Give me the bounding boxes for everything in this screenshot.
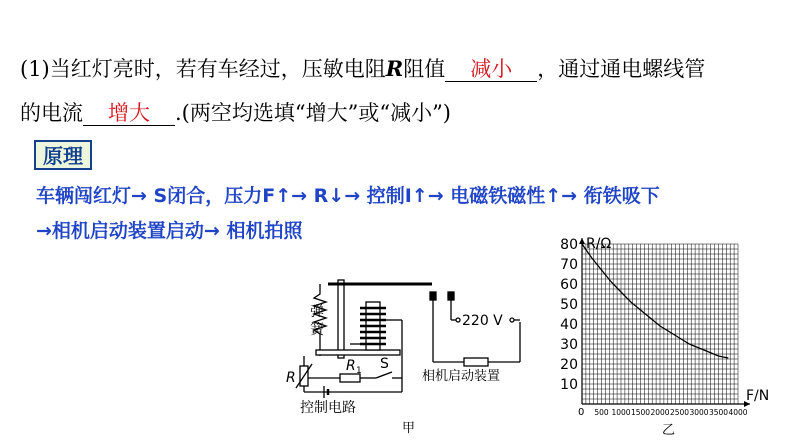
x-tick-label: 2500 xyxy=(669,408,690,417)
question-text: 的电流 xyxy=(20,101,83,125)
principle-tag: 原理 xyxy=(34,140,92,170)
circuit-diagram xyxy=(280,270,550,440)
x-tick-label: 1000 xyxy=(611,408,631,417)
y-tick-label: 20 xyxy=(560,357,578,373)
question-line-2 xyxy=(20,100,451,126)
chart-series-line xyxy=(582,244,728,358)
question-line-1 xyxy=(20,56,705,82)
question-text: ，通过通电螺线管 xyxy=(537,57,706,81)
camera-device-label: 相机启动装置 xyxy=(422,369,501,384)
voltage-label: 220 V xyxy=(462,313,503,329)
y-tick-label: 10 xyxy=(560,377,578,393)
chart-grid xyxy=(582,244,738,404)
x-tick-label: 1500 xyxy=(630,408,651,417)
question-text: .(两空均选填“增大”或“减小”) xyxy=(175,101,452,125)
y-tick-label: 50 xyxy=(560,297,578,313)
principle-line-1: 车辆闯红灯→ S闭合，压力F↑→ R↓→ 控制I↑→ 电磁铁磁性↑→ 衔铁吸下 xyxy=(36,185,660,207)
y-axis-arrow xyxy=(579,238,585,244)
x-tick-label: 3500 xyxy=(708,408,729,417)
x-tick-label: 3000 xyxy=(689,408,709,417)
principle-line-2: →相机启动装置启动→ 相机拍照 xyxy=(36,220,303,242)
question-text: (1)当红灯亮时，若有车经过，压敏电阻 xyxy=(20,57,386,81)
x-tick-label: 2000 xyxy=(650,408,670,417)
x-tick-label: 4000 xyxy=(728,408,748,417)
diagram-caption: 甲 xyxy=(402,421,416,436)
question-text: 阻值 xyxy=(403,57,446,81)
y-tick-label: 30 xyxy=(560,337,578,353)
chart-y-axis-label: R/Ω xyxy=(586,236,612,252)
resistor-R1-subscript: 1 xyxy=(356,366,362,376)
answer-blank-1: 减小 xyxy=(445,57,537,82)
control-circuit-label: 控制电路 xyxy=(300,400,356,416)
resistor-R1-label: R xyxy=(346,358,356,374)
x-tick-label: 500 xyxy=(594,408,609,417)
chart-origin-label: 0 xyxy=(578,407,585,418)
y-tick-label: 70 xyxy=(560,257,578,273)
resistance-force-chart xyxy=(550,232,790,444)
chart-axes xyxy=(579,238,750,407)
resistor-symbol: R xyxy=(385,56,404,81)
chart-caption: 乙 xyxy=(662,423,676,438)
y-tick-label: 60 xyxy=(560,277,578,293)
chart-x-axis-label: F/N xyxy=(746,388,770,404)
y-tick-label: 40 xyxy=(560,317,578,333)
switch-label: S xyxy=(380,356,389,372)
resistor-R-label: R xyxy=(286,370,296,386)
spring-label-1: 弹 xyxy=(310,304,324,320)
spring-label-2: 簧 xyxy=(310,322,324,338)
y-tick-label: 80 xyxy=(560,237,578,253)
answer-blank-2: 增大 xyxy=(83,101,175,126)
